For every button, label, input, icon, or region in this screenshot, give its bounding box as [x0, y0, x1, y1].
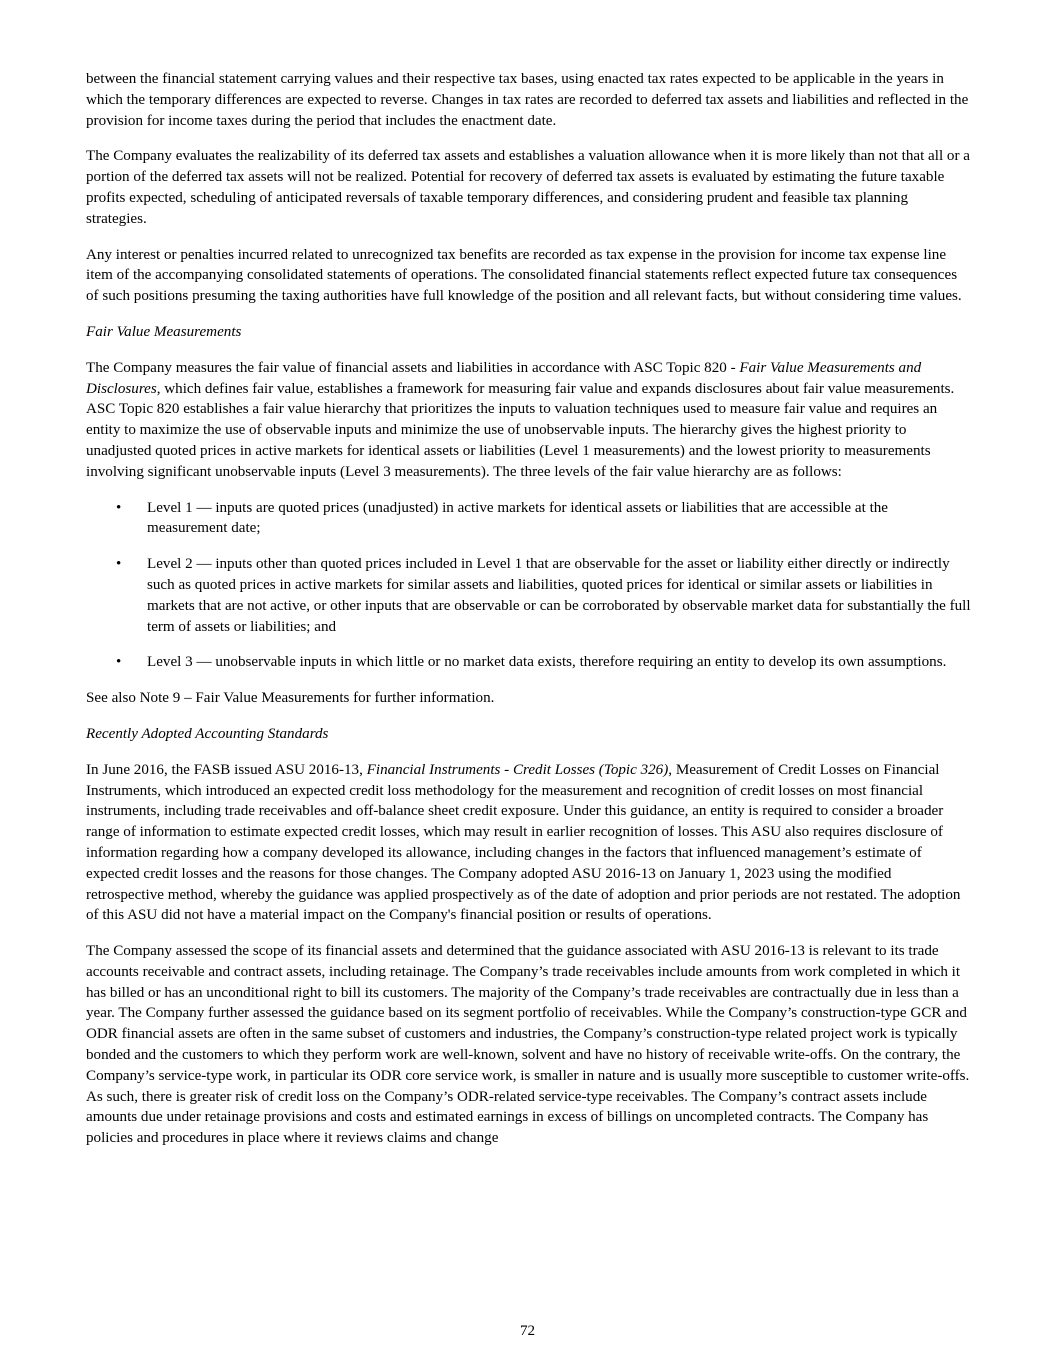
paragraph-interest-penalties: Any interest or penalties incurred related to unrecognized tax benefits are recorded as tax expense in the provision for income tax expense line item of the accompanying consolidated statements of operations. The consolidated financial statements reflect expected future tax consequences of such positions presuming the taxing authorities have full knowledge of the position and all relevant facts, but without considering time values. — [86, 246, 962, 305]
asu-text-1: In June 2016, the FASB issued ASU 2016-13, — [86, 761, 367, 778]
bullet-icon: • — [116, 499, 122, 516]
paragraph-see-also-note: See also Note 9 – Fair Value Measurements for further information. — [86, 690, 495, 707]
paragraph-deferred-tax-bases: between the financial statement carrying values and their respective tax bases, using enacted tax rates expected to be applicable in the years in which the temporary differences are expected to reverse. Changes in tax rates are recorded to deferred tax assets and liabilities and reflected in the provision for income taxes during the period that includes the enactment date. — [86, 71, 969, 129]
asu-standard-title: Financial Instruments - Credit Losses (Topic 326) — [366, 761, 669, 778]
paragraph-valuation-allowance: The Company evaluates the realizability of its deferred tax assets and establishes a valuation allowance when it is more likely than not that all or a portion of the deferred tax assets will not be realized. Potential for recovery of deferred tax assets is evaluated by estimating the future taxable profits expected, scheduling of anticipated reversals of taxable temporary differences, and considering prudent and feasible tax planning strategies. — [86, 148, 970, 227]
asu-text-2: , Measurement of Credit Losses on Financial Instruments, which introduced an expected credit loss methodology for the measurement and recognition of credit losses on most financial instruments, including trade receivables and off-balance sheet credit exposure. Under this guidance, an entity is required to consider a broader range of information to estimate expected credit losses, which may result in earlier recognition of losses. This ASU also requires disclosure of information regarding how a company developed its allowance, including changes in the factors that influenced management’s estimate of expected credit losses and the reasons for those changes. The Company adopted ASU 2016-13 on January 1, 2023 using the modified retrospective method, whereby the guidance was applied prospectively as of the date of adoption and prior periods are not restated. The adoption of this ASU did not have a material impact on the Company's financial position or results of operations. — [86, 761, 961, 924]
document-page — [86, 69, 972, 1164]
paragraph-scope-assessment: The Company assessed the scope of its financial assets and determined that the guidance associated with ASU 2016-13 is relevant to its trade accounts receivable and contract assets, including retainage. The Company’s trade receivables include amounts from work completed in which it has billed or has an unconditional right to bill its customers. The majority of the Company’s trade receivables are contractually due in less than a year. The Company further assessed the guidance based on its segment portfolio of receivables. While the Company’s construction-type GCR and ODR financial assets are often in the same subset of customers and industries, the Company’s construction-type related project work is typically bonded and the customers to which they perform work are well-known, solvent and have no history of receivable write-offs. On the contrary, the Company’s service-type work, in particular its ODR core service work, is smaller in nature and is usually more susceptible to customer write-offs. As such, there is greater risk of credit loss on the Company’s ODR-related service-type receivables. The Company’s contract assets include amounts due under retainage provisions and costs and estimated earnings in excess of billings on uncompleted contracts. The Company has policies and procedures in place where it reviews claims and change — [86, 943, 970, 1147]
bullet-icon: • — [116, 556, 122, 573]
list-item-level-2 — [86, 554, 972, 637]
fair-value-levels-list — [86, 498, 972, 674]
page-number: 72 — [519, 1323, 536, 1339]
paragraph-fair-value-intro — [86, 358, 972, 483]
bullet-icon: • — [116, 654, 122, 671]
list-item-level-1 — [86, 498, 972, 540]
fair-value-intro-text-1: The Company measures the fair value of financial assets and liabilities in accordance with ASC Topic 820 - — [86, 359, 740, 376]
level-2-text: Level 2 — inputs other than quoted prices included in Level 1 that are observable for the asset or liability either directly or indirectly such as quoted prices in active markets for similar assets and liabilities, quoted prices for identical or similar assets or liabilities in markets that are not active, or other inputs that are observable or can be corroborated by observable market data for substantially the full term of assets or liabilities; and — [147, 556, 971, 635]
paragraph-asu-2016-13 — [86, 760, 972, 926]
list-item-level-3 — [86, 652, 972, 673]
fair-value-intro-text-2: , which defines fair value, establishes a framework for measuring fair value and expands disclosures about fair value measurements. ASC Topic 820 establishes a fair value hierarchy that prioritizes the inputs to valuation techniques used to measure fair value and requires an entity to maximize the use of observable inputs and minimize the use of unobservable inputs. The hierarchy gives the highest priority to unadjusted quoted prices in active markets for identical assets or liabilities (Level 1 measurements) and the lowest priority to measurements involving significant unobservable inputs (Level 3 measurements). The three levels of the fair value hierarchy are as follows: — [86, 380, 955, 480]
level-3-text: Level 3 — unobservable inputs in which little or no market data exists, therefore requiring an entity to develop its own assumptions. — [147, 654, 947, 671]
level-1-text: Level 1 — inputs are quoted prices (unadjusted) in active markets for identical assets or liabilities that are accessible at the measurement date; — [147, 499, 889, 537]
section-heading-recently-adopted: Recently Adopted Accounting Standards — [86, 725, 329, 742]
fair-value-intro-standard-title: Fair Value Measurements and Disclosures — [86, 359, 922, 397]
section-heading-fair-value: Fair Value Measurements — [86, 323, 242, 340]
